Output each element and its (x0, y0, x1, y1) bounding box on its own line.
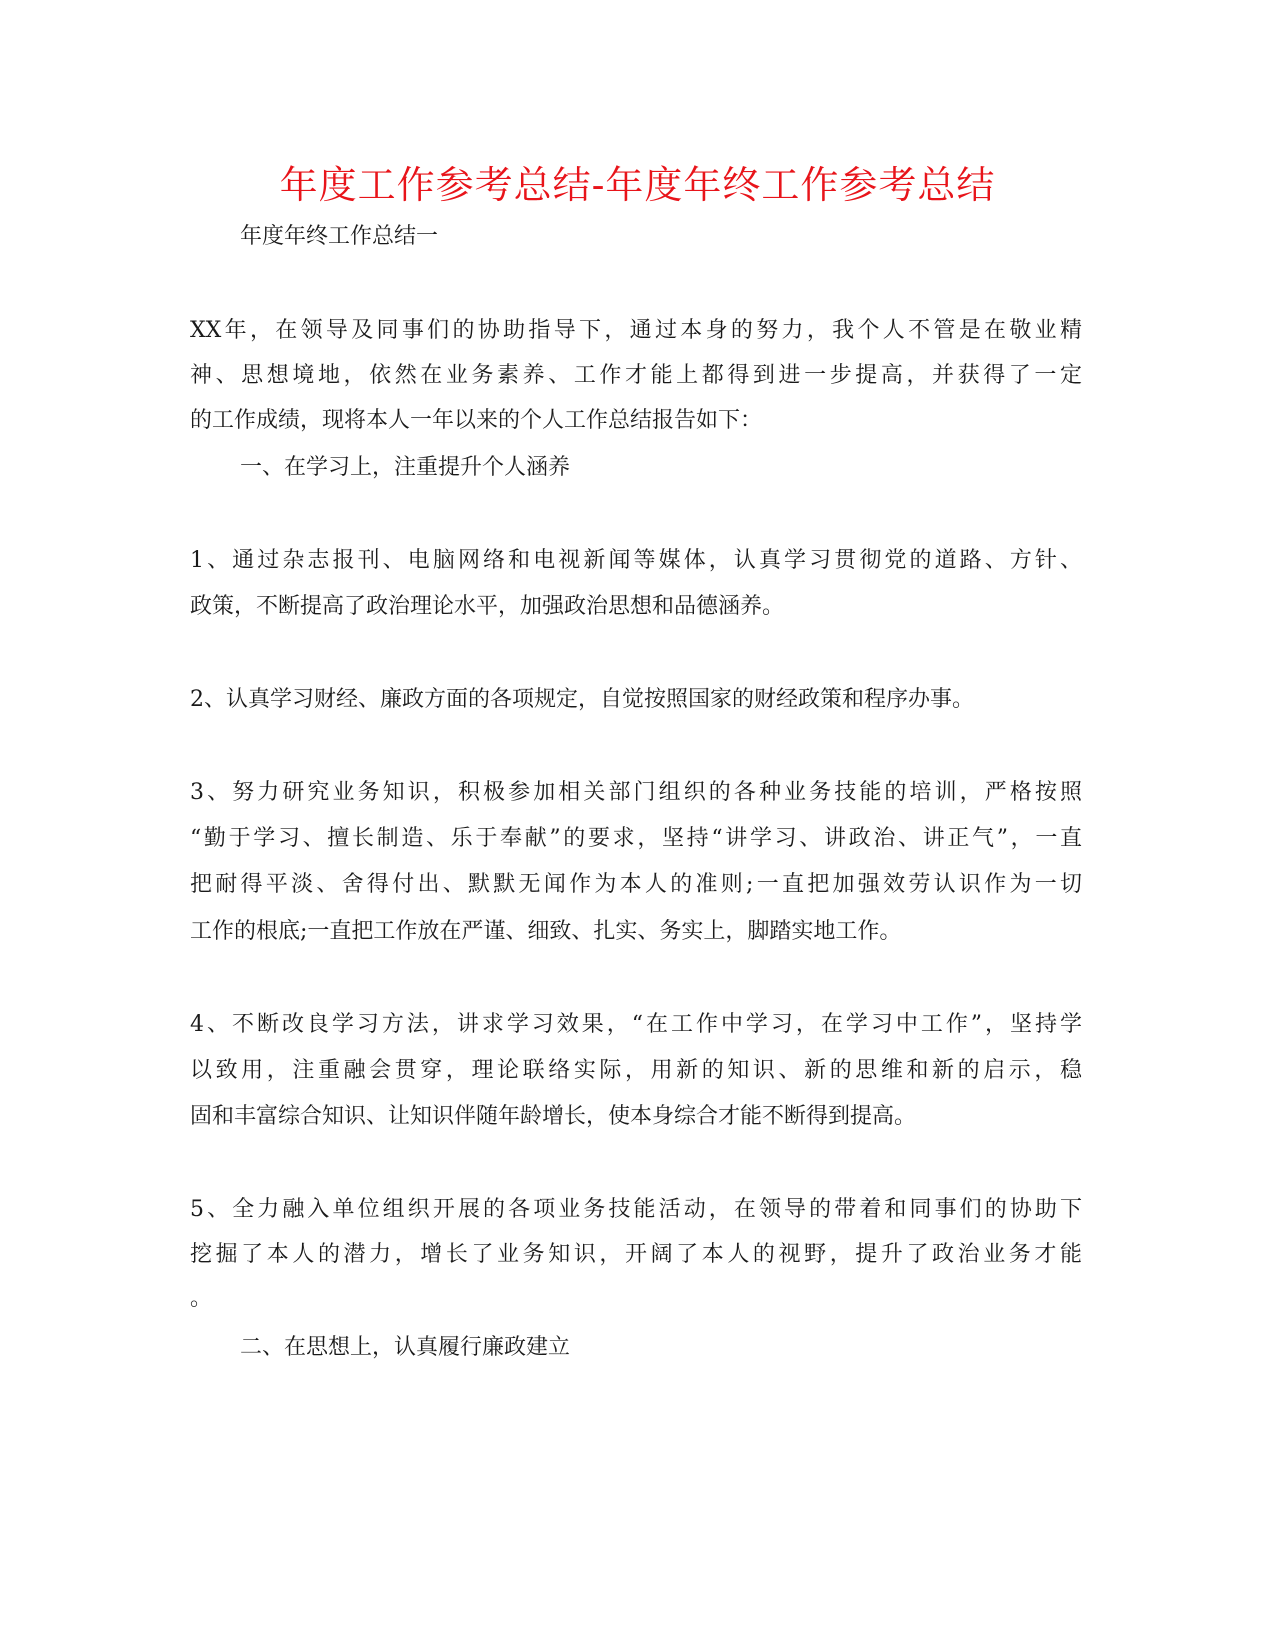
item3-line-2: “勤于学习、擅长制造、乐于奉献”的要求，坚持“讲学习、讲政治、讲正气”，一直 (190, 826, 1082, 851)
item3-line-4: 工作的根底;一直把工作放在严谨、细致、扎实、务实上，脚踏实地工作。 (190, 919, 902, 944)
item1-line-2: 政策，不断提高了政治理论水平，加强政治思想和品德涵养。 (190, 594, 785, 619)
item4-line-1: 4、不断改良学习方法，讲求学习效果，“在工作中学习，在学习中工作”，坚持学 (190, 1012, 1082, 1037)
intro-line-2: 神、思想境地，依然在业务素养、工作才能上都得到进一步提高，并获得了一定 (190, 363, 1082, 388)
item3-line-3: 把耐得平淡、舍得付出、默默无闻作为本人的准则;一直把加强效劳认识作为一切 (190, 872, 1082, 897)
item5-line-2: 挖掘了本人的潜力，增长了业务知识，开阔了本人的视野，提升了政治业务才能 (190, 1242, 1082, 1267)
item1-line-1: 1、通过杂志报刊、电脑网络和电视新闻等媒体，认真学习贯彻党的道路、方针、 (190, 548, 1082, 573)
intro-line-3: 的工作成绩，现将本人一年以来的个人工作总结报告如下： (190, 408, 763, 433)
item2-line-1: 2、认真学习财经、廉政方面的各项规定，自觉按照国家的财经政策和程序办事。 (190, 687, 974, 712)
intro-line-1: XX年，在领导及同事们的协助指导下，通过本身的努力，我个人不管是在敬业精 (190, 318, 1082, 343)
section2-heading: 二、在思想上，认真履行廉政建立 (240, 1335, 571, 1360)
item5-line-1: 5、全力融入单位组织开展的各项业务技能活动，在领导的带着和同事们的协助下 (190, 1197, 1082, 1222)
item3-line-1: 3、努力研究业务知识，积极参加相关部门组织的各种业务技能的培训，严格按照 (190, 780, 1082, 805)
item4-line-3: 固和丰富综合知识、让知识伴随年龄增长，使本身综合才能不断得到提高。 (190, 1104, 917, 1129)
item4-line-2: 以致用，注重融会贯穿，理论联络实际，用新的知识、新的思维和新的启示，稳 (190, 1058, 1082, 1083)
document-title: 年度工作参考总结-年度年终工作参考总结 (279, 163, 996, 207)
item5-line-3: 。 (190, 1286, 213, 1311)
document-subtitle: 年度年终工作总结一 (240, 224, 439, 249)
section1-heading: 一、在学习上，注重提升个人涵养 (240, 455, 571, 480)
